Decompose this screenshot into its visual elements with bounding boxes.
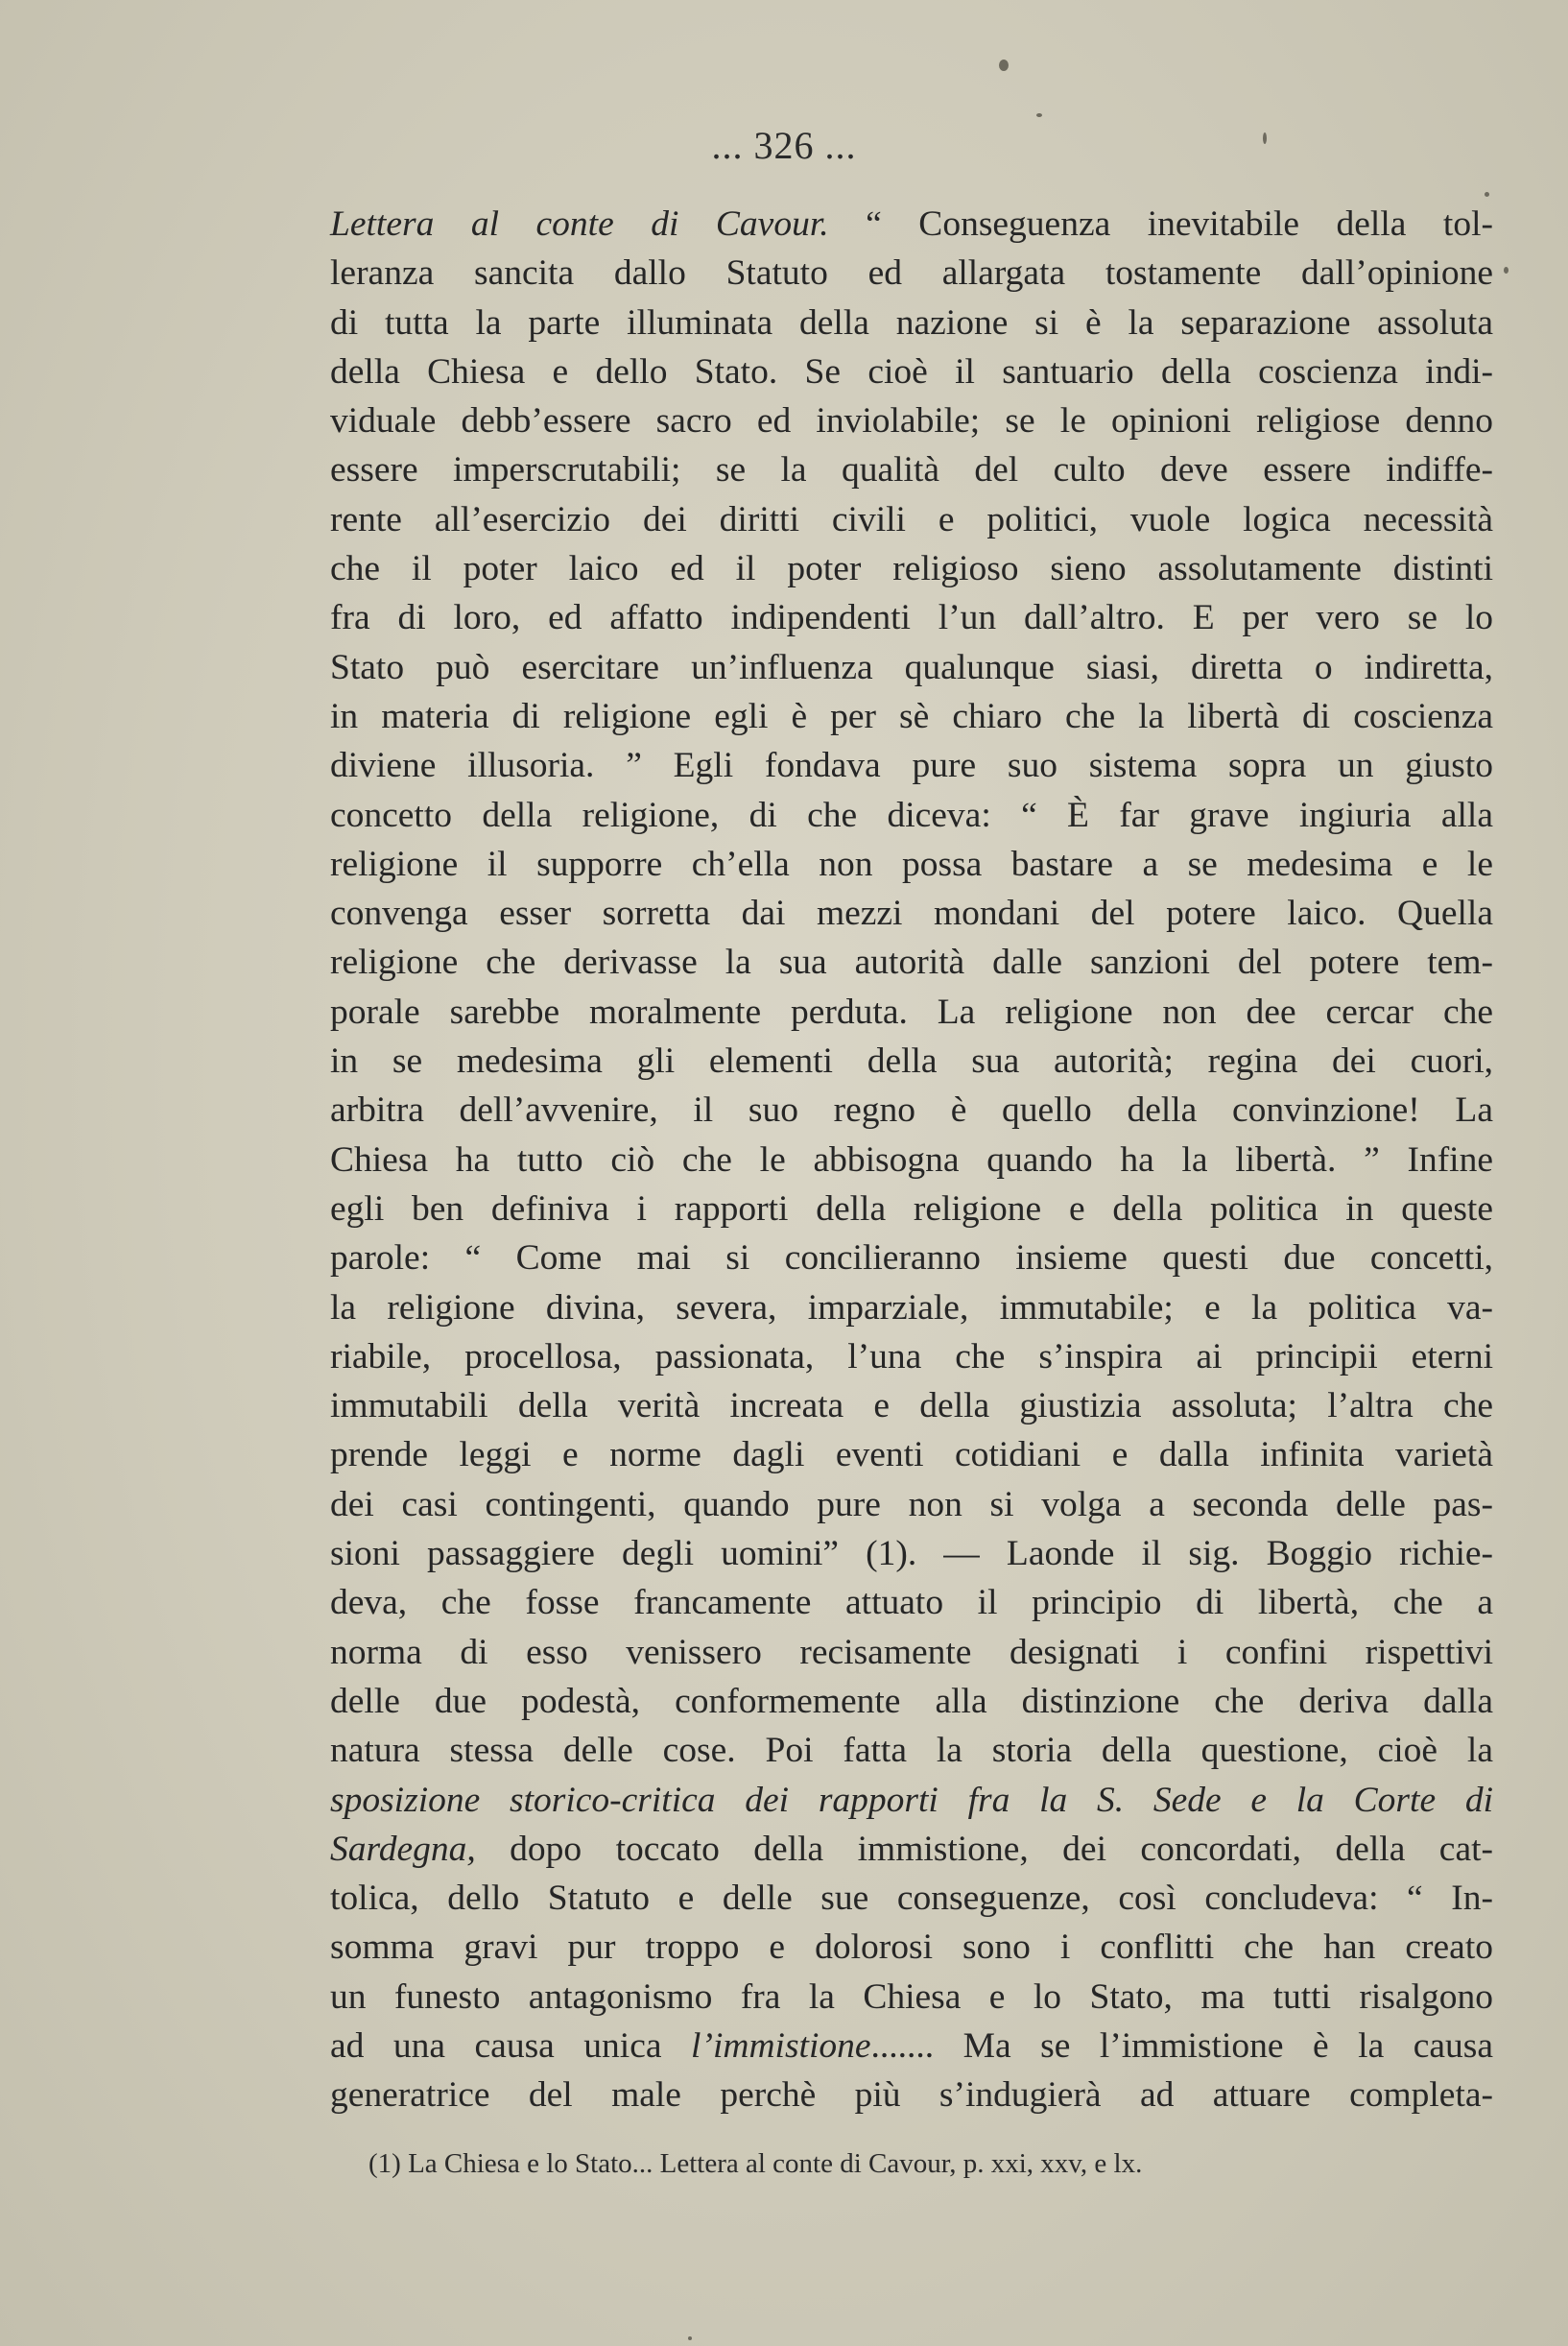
text-line <box>330 593 1493 642</box>
text-segment: di tutta la parte illuminata della nazione si è la separazione assoluta <box>330 302 1493 343</box>
paper-speck <box>1036 113 1042 117</box>
text-line <box>330 692 1493 741</box>
text-line <box>330 200 1493 249</box>
text-segment: religione il supporre ch’ella non possa bastare a se medesima e le <box>330 844 1493 884</box>
text-segment: delle due podestà, conformemente alla distinzione che deriva dalla <box>330 1681 1493 1721</box>
text-line <box>330 1037 1493 1086</box>
text-line <box>330 741 1493 790</box>
text-line <box>330 643 1493 692</box>
text-line <box>330 1283 1493 1332</box>
text-segment: Chiesa ha tutto ciò che le abbisogna quando ha la libertà. ” Infine <box>330 1139 1493 1180</box>
text-segment: generatrice del male perchè più s’indugierà ad attuare completa- <box>330 2075 1493 2116</box>
text-segment: ....... Ma se l’immistione è la causa <box>870 2025 1493 2066</box>
text-line <box>330 1726 1493 1775</box>
text-segment: parole: “ Come mai si concilieranno insieme questi due concetti, <box>330 1238 1493 1279</box>
text-segment: in materia di religione egli è per sè chiaro che la libertà di coscienza <box>330 696 1493 736</box>
text-line <box>330 1381 1493 1430</box>
italic-text-segment: Sardegna, <box>330 1829 476 1869</box>
body-text <box>330 200 1493 2120</box>
text-segment: essere imperscrutabili; se la qualità del culto deve essere indiffe- <box>330 450 1493 491</box>
text-line <box>330 1480 1493 1529</box>
text-segment: leranza sancita dallo Statuto ed allargata tostamente dall’opinione <box>330 253 1493 294</box>
text-line <box>330 347 1493 396</box>
text-line <box>330 1973 1493 2022</box>
text-line <box>330 2022 1493 2071</box>
text-segment: norma di esso venissero recisamente designati i confini rispettivi <box>330 1632 1493 1672</box>
text-segment: un funesto antagonismo fra la Chiesa e lo Stato, ma tutti risalgono <box>330 1976 1493 2017</box>
text-line <box>330 988 1493 1037</box>
text-segment: che il poter laico ed il poter religioso sieno assolutamente distinti <box>330 549 1493 589</box>
footnote: (1) La Chiesa e lo Stato... Lettera al conte di Cavour, p. xxi, xxv, e lx. <box>368 2148 1143 2179</box>
text-line <box>330 1874 1493 1923</box>
text-segment: concetto della religione, di che diceva: “ È far grave ingiuria alla <box>330 795 1493 835</box>
text-line <box>330 299 1493 347</box>
text-segment: religione che derivasse la sua autorità dalle sanzioni del potere tem- <box>330 943 1493 983</box>
text-line <box>330 1136 1493 1185</box>
text-line <box>330 249 1493 298</box>
text-segment: porale sarebbe moralmente perduta. La religione non dee cercar che <box>330 992 1493 1032</box>
text-segment: convenga esser sorretta dai mezzi mondani del potere laico. Quella <box>330 894 1493 934</box>
paper-speck <box>999 60 1009 71</box>
text-line <box>330 938 1493 987</box>
text-segment: sioni passaggiere degli uomini” (1). — Laonde il sig. Boggio richie- <box>330 1534 1493 1574</box>
text-line <box>330 840 1493 889</box>
italic-text-segment: sposizione storico-critica dei rapporti fra la S. Sede e la Corte di <box>330 1780 1493 1820</box>
text-segment: somma gravi pur troppo e dolorosi sono i conflitti che han creato <box>330 1927 1493 1968</box>
italic-text-segment: l’immistione <box>691 2025 871 2066</box>
text-segment: “ Conseguenza inevitabile della tol- <box>828 204 1493 244</box>
paper-speck <box>1485 192 1489 197</box>
paper-speck <box>688 2336 692 2340</box>
text-line <box>330 445 1493 494</box>
text-line <box>330 1677 1493 1726</box>
text-segment: rente all’esercizio dei diritti civili e politici, vuole logica necessità <box>330 499 1493 539</box>
text-line <box>330 1529 1493 1578</box>
text-line <box>330 1430 1493 1479</box>
text-line <box>330 1185 1493 1233</box>
text-segment: dei casi contingenti, quando pure non si volga a seconda delle pas- <box>330 1484 1493 1524</box>
text-line <box>330 1825 1493 1874</box>
text-segment: immutabili della verità increata e della giustizia assoluta; l’altra che <box>330 1386 1493 1426</box>
text-line <box>330 889 1493 938</box>
text-segment: prende leggi e norme dagli eventi cotidiani e dalla infinita varietà <box>330 1435 1493 1475</box>
text-line <box>330 1332 1493 1381</box>
text-segment: egli ben definiva i rapporti della religione e della politica in queste <box>330 1188 1493 1229</box>
text-segment: in se medesima gli elementi della sua autorità; regina dei cuori, <box>330 1041 1493 1082</box>
text-segment: viduale debb’essere sacro ed inviolabile; se le opinioni religiose denno <box>330 401 1493 442</box>
text-line <box>330 1628 1493 1677</box>
text-segment: arbitra dell’avvenire, il suo regno è quello della convinzione! La <box>330 1090 1493 1131</box>
paper-speck <box>1504 267 1509 274</box>
text-line <box>330 396 1493 445</box>
text-segment: tolica, dello Statuto e delle sue conseguenze, così concludeva: “ In- <box>330 1879 1493 1919</box>
text-segment: natura stessa delle cose. Poi fatta la storia della questione, cioè la <box>330 1731 1493 1771</box>
text-line <box>330 1233 1493 1282</box>
text-line <box>330 2071 1493 2119</box>
text-segment: dopo toccato della immistione, dei concordati, della cat- <box>475 1829 1493 1869</box>
text-segment: Stato può esercitare un’influenza qualunque siasi, diretta o indiretta, <box>330 647 1493 687</box>
text-line <box>330 791 1493 840</box>
text-line <box>330 1086 1493 1135</box>
text-line <box>330 1776 1493 1825</box>
italic-text-segment: Lettera al conte di Cavour. <box>330 204 829 244</box>
text-segment: ad una causa unica <box>330 2025 692 2066</box>
text-line <box>330 495 1493 544</box>
text-segment: riabile, procellosa, passionata, l’una che s’inspira ai principii eterni <box>330 1336 1493 1376</box>
text-segment: della Chiesa e dello Stato. Se cioè il santuario della coscienza indi- <box>330 351 1493 392</box>
text-segment: deva, che fosse francamente attuato il principio di libertà, che a <box>330 1583 1493 1623</box>
text-segment: diviene illusoria. ” Egli fondava pure suo sistema sopra un giusto <box>330 746 1493 786</box>
text-segment: la religione divina, severa, imparziale, immutabile; e la politica va- <box>330 1287 1493 1328</box>
paper-speck <box>1263 132 1267 144</box>
text-line <box>330 544 1493 593</box>
text-line <box>330 1923 1493 1972</box>
page-number: ... 326 ... <box>711 124 857 167</box>
text-segment: fra di loro, ed affatto indipendenti l’un dall’altro. E per vero se lo <box>330 598 1493 638</box>
text-line <box>330 1578 1493 1627</box>
